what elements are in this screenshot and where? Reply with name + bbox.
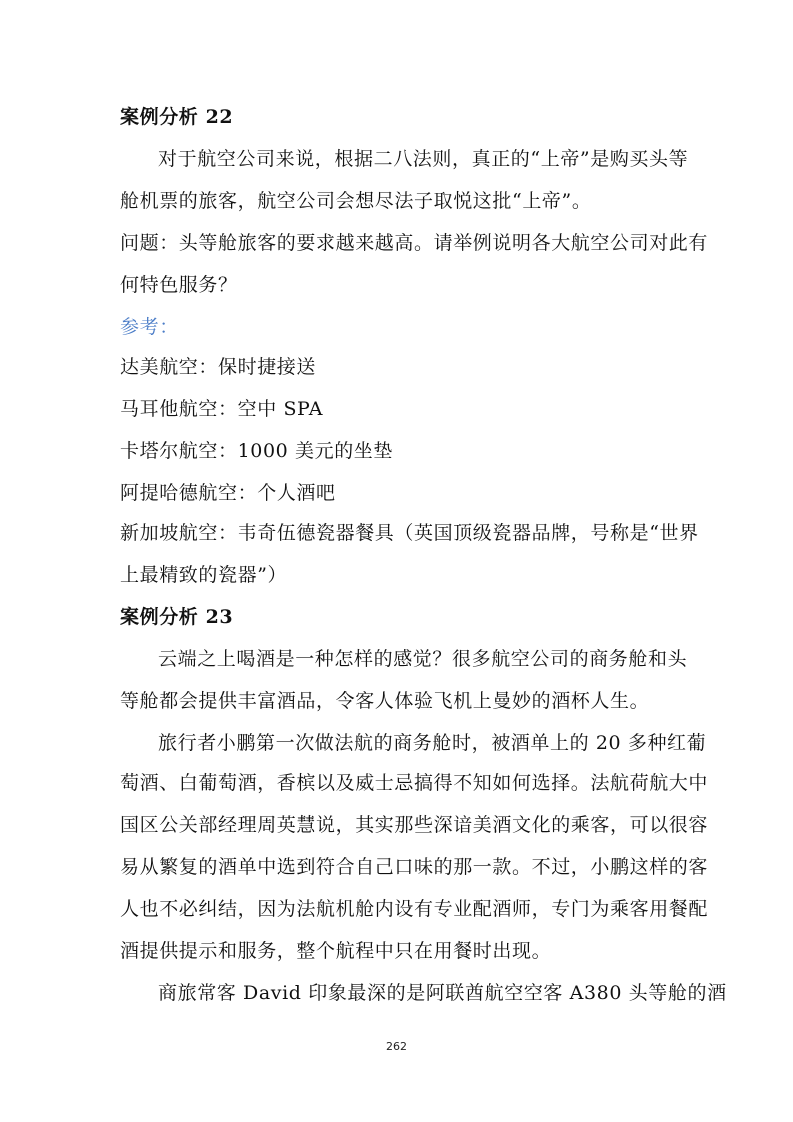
reference-item: 新加坡航空：韦奇伍德瓷器餐具（英国顶级瓷器品牌，号称是“世界	[120, 522, 699, 544]
case-23-p2-line: 国区公关部经理周英慧说，其实那些深谙美酒文化的乘客，可以很容	[120, 814, 709, 836]
reference-item: 上最精致的瓷器”）	[120, 564, 288, 586]
case-23-heading: 案例分析 23	[120, 606, 234, 628]
case-22-intro-line-1: 对于航空公司来说，根据二八法则，真正的“上帝”是购买头等	[158, 148, 689, 170]
case-22-intro-line-2: 舱机票的旅客，航空公司会想尽法子取悦这批“上帝”。	[120, 190, 592, 212]
reference-item: 阿提哈德航空：个人酒吧	[120, 482, 336, 504]
case-23-p2-line: 人也不必纠结，因为法航机舱内设有专业配酒师，专门为乘客用餐配	[120, 898, 709, 920]
case-22-heading: 案例分析 22	[120, 106, 234, 128]
reference-item: 达美航空：保时捷接送	[120, 356, 317, 378]
case-22-question-line-1: 问题：头等舱旅客的要求越来越高。请举例说明各大航空公司对此有	[120, 232, 709, 254]
case-23-p2-line: 旅行者小鹏第一次做法航的商务舱时，被酒单上的 20 多种红葡	[158, 732, 707, 754]
reference-item: 马耳他航空：空中 SPA	[120, 398, 324, 420]
case-23-p2-line: 酒提供提示和服务，整个航程中只在用餐时出现。	[120, 940, 552, 962]
case-23-p1-line-2: 等舱都会提供丰富酒品，令客人体验飞机上曼妙的酒杯人生。	[120, 690, 650, 712]
case-23-p2-line: 萄酒、白葡萄酒，香槟以及威士忌搞得不知如何选择。法航荷航大中	[120, 772, 709, 794]
case-23-p2-line: 易从繁复的酒单中选到符合自己口味的那一款。不过，小鹏这样的客	[120, 856, 709, 878]
case-23-p1-line-1: 云端之上喝酒是一种怎样的感觉？很多航空公司的商务舱和头	[158, 648, 688, 670]
page-number: 262	[386, 1040, 407, 1053]
case-22-question-line-2: 何特色服务？	[120, 274, 238, 296]
reference-item: 卡塔尔航空：1000 美元的坐垫	[120, 440, 393, 462]
reference-label: 参考：	[120, 316, 179, 338]
case-23-p3-line-1: 商旅常客 David 印象最深的是阿联酋航空空客 A380 头等舱的酒	[158, 982, 727, 1004]
